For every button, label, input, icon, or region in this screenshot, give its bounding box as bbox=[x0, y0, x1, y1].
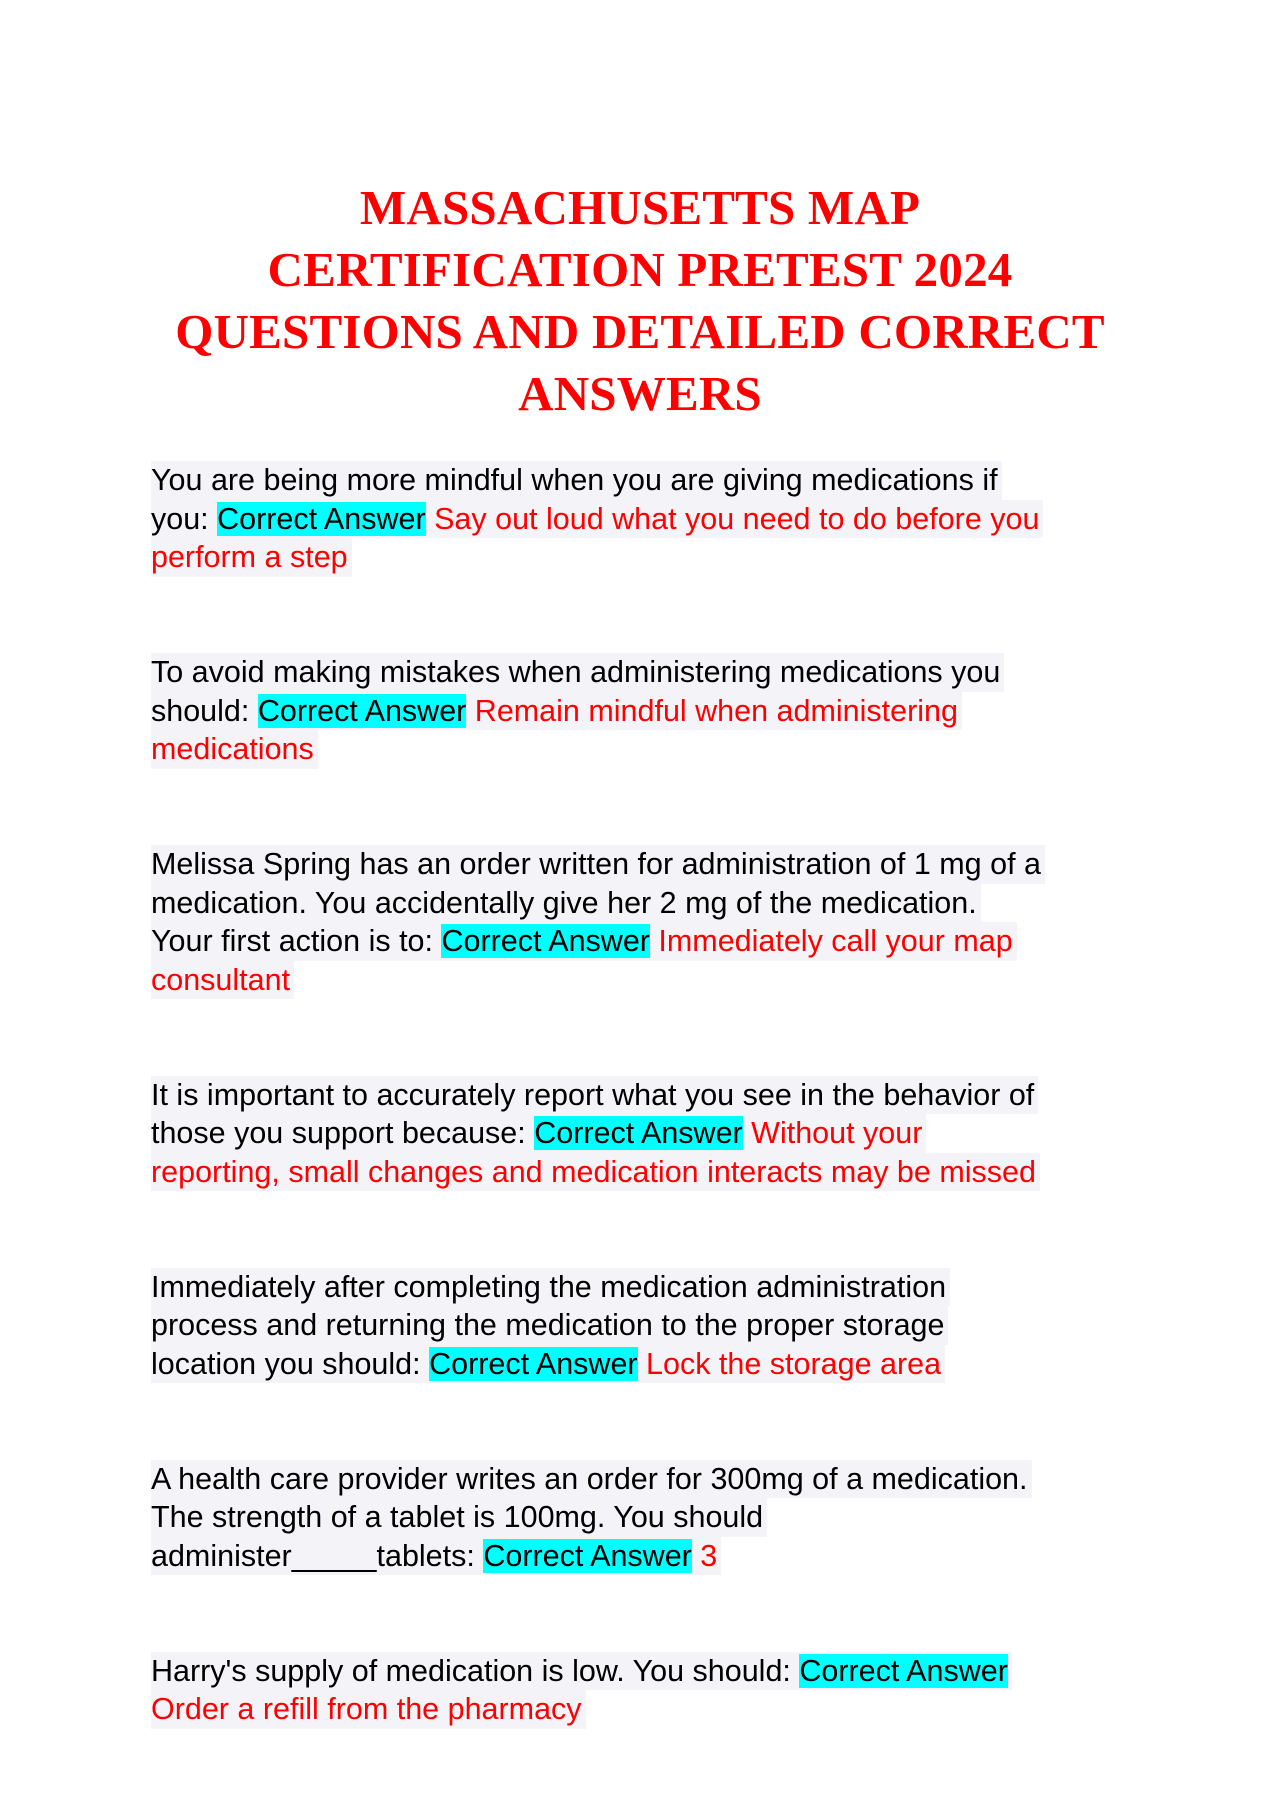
answer-text: reporting, small changes and medication interacts may be missed bbox=[151, 1154, 1036, 1189]
answer-text: consultant bbox=[151, 962, 291, 997]
qa-line bbox=[151, 653, 1004, 692]
answer-text: 3 bbox=[691, 1538, 718, 1573]
question-text: administer_____tablets: bbox=[151, 1538, 484, 1573]
qa-line bbox=[151, 845, 1045, 884]
question-text: To avoid making mistakes when administering medications you bbox=[151, 655, 1001, 689]
qa-item bbox=[151, 1076, 1151, 1192]
qa-line bbox=[151, 730, 318, 769]
correct-answer-label: Correct Answer bbox=[441, 924, 650, 958]
qa-line bbox=[151, 1498, 767, 1537]
question-text: You are being more mindful when you are giving medications if bbox=[151, 463, 998, 497]
question-text: Your first action is to: bbox=[151, 924, 442, 958]
qa-item bbox=[151, 1652, 1151, 1729]
answer-text: Lock the storage area bbox=[637, 1346, 942, 1381]
answer-text: Without your bbox=[742, 1116, 923, 1150]
qa-item bbox=[151, 1460, 1151, 1576]
answer-text: Immediately call your map bbox=[649, 924, 1013, 958]
question-text: Harry's supply of medication is low. You should: bbox=[151, 1653, 800, 1688]
qa-line bbox=[151, 1268, 950, 1307]
qa-line bbox=[151, 884, 981, 923]
qa-line bbox=[151, 1076, 1038, 1115]
title-line-1: MASSACHUSETTS MAP bbox=[359, 180, 921, 235]
question-text: medication. You accidentally give her 2 mg of the medication. bbox=[151, 885, 977, 920]
qa-line bbox=[151, 1460, 1032, 1499]
answer-text: Remain mindful when administering bbox=[466, 693, 958, 728]
qa-item bbox=[151, 1268, 1151, 1384]
correct-answer-label: Correct Answer bbox=[429, 1346, 638, 1381]
correct-answer-label: Correct Answer bbox=[217, 501, 426, 536]
qa-item bbox=[151, 653, 1151, 769]
correct-answer-label: Correct Answer bbox=[799, 1653, 1008, 1688]
qa-line bbox=[151, 1690, 586, 1729]
question-text: It is important to accurately report what you see in the behavior of bbox=[151, 1077, 1035, 1112]
answer-text: medications bbox=[151, 732, 314, 766]
question-text: A health care provider writes an order for 300mg of a medication. bbox=[151, 1461, 1028, 1496]
qa-line bbox=[151, 538, 352, 577]
document-title bbox=[120, 177, 1160, 425]
qa-line bbox=[151, 961, 294, 1000]
question-answer-list bbox=[151, 461, 1151, 1805]
qa-line bbox=[151, 1306, 948, 1345]
question-text: process and returning the medication to the proper storage bbox=[151, 1308, 945, 1342]
correct-answer-label: Correct Answer bbox=[257, 693, 467, 728]
question-text: location you should: bbox=[151, 1346, 430, 1381]
title-line-4: ANSWERS bbox=[518, 366, 762, 421]
question-text: Melissa Spring has an order written for administration of 1 mg of a bbox=[151, 847, 1041, 881]
title-line-2: CERTIFICATION PRETEST 2024 bbox=[267, 242, 1013, 297]
qa-line bbox=[151, 1537, 721, 1576]
title-line-3: QUESTIONS AND DETAILED CORRECT bbox=[175, 304, 1105, 359]
qa-line bbox=[151, 1345, 945, 1384]
question-text: Immediately after completing the medication administration bbox=[151, 1269, 947, 1304]
question-text: those you support because: bbox=[151, 1116, 535, 1150]
answer-text: Say out loud what you need to do before you bbox=[425, 501, 1040, 536]
qa-line bbox=[151, 500, 1043, 539]
qa-line bbox=[151, 1652, 1012, 1691]
question-text: you: bbox=[151, 501, 218, 536]
question-text: should: bbox=[151, 693, 258, 728]
correct-answer-label: Correct Answer bbox=[483, 1538, 692, 1573]
answer-text: Order a refill from the pharmacy bbox=[151, 1692, 582, 1726]
qa-line bbox=[151, 922, 1017, 961]
qa-item bbox=[151, 845, 1151, 999]
qa-line bbox=[151, 1153, 1040, 1192]
qa-line bbox=[151, 1114, 926, 1153]
question-text: The strength of a tablet is 100mg. You should bbox=[151, 1500, 764, 1534]
qa-line bbox=[151, 461, 1002, 500]
qa-item bbox=[151, 461, 1151, 577]
answer-text: perform a step bbox=[151, 540, 348, 574]
correct-answer-label: Correct Answer bbox=[534, 1116, 743, 1150]
qa-line bbox=[151, 692, 962, 731]
